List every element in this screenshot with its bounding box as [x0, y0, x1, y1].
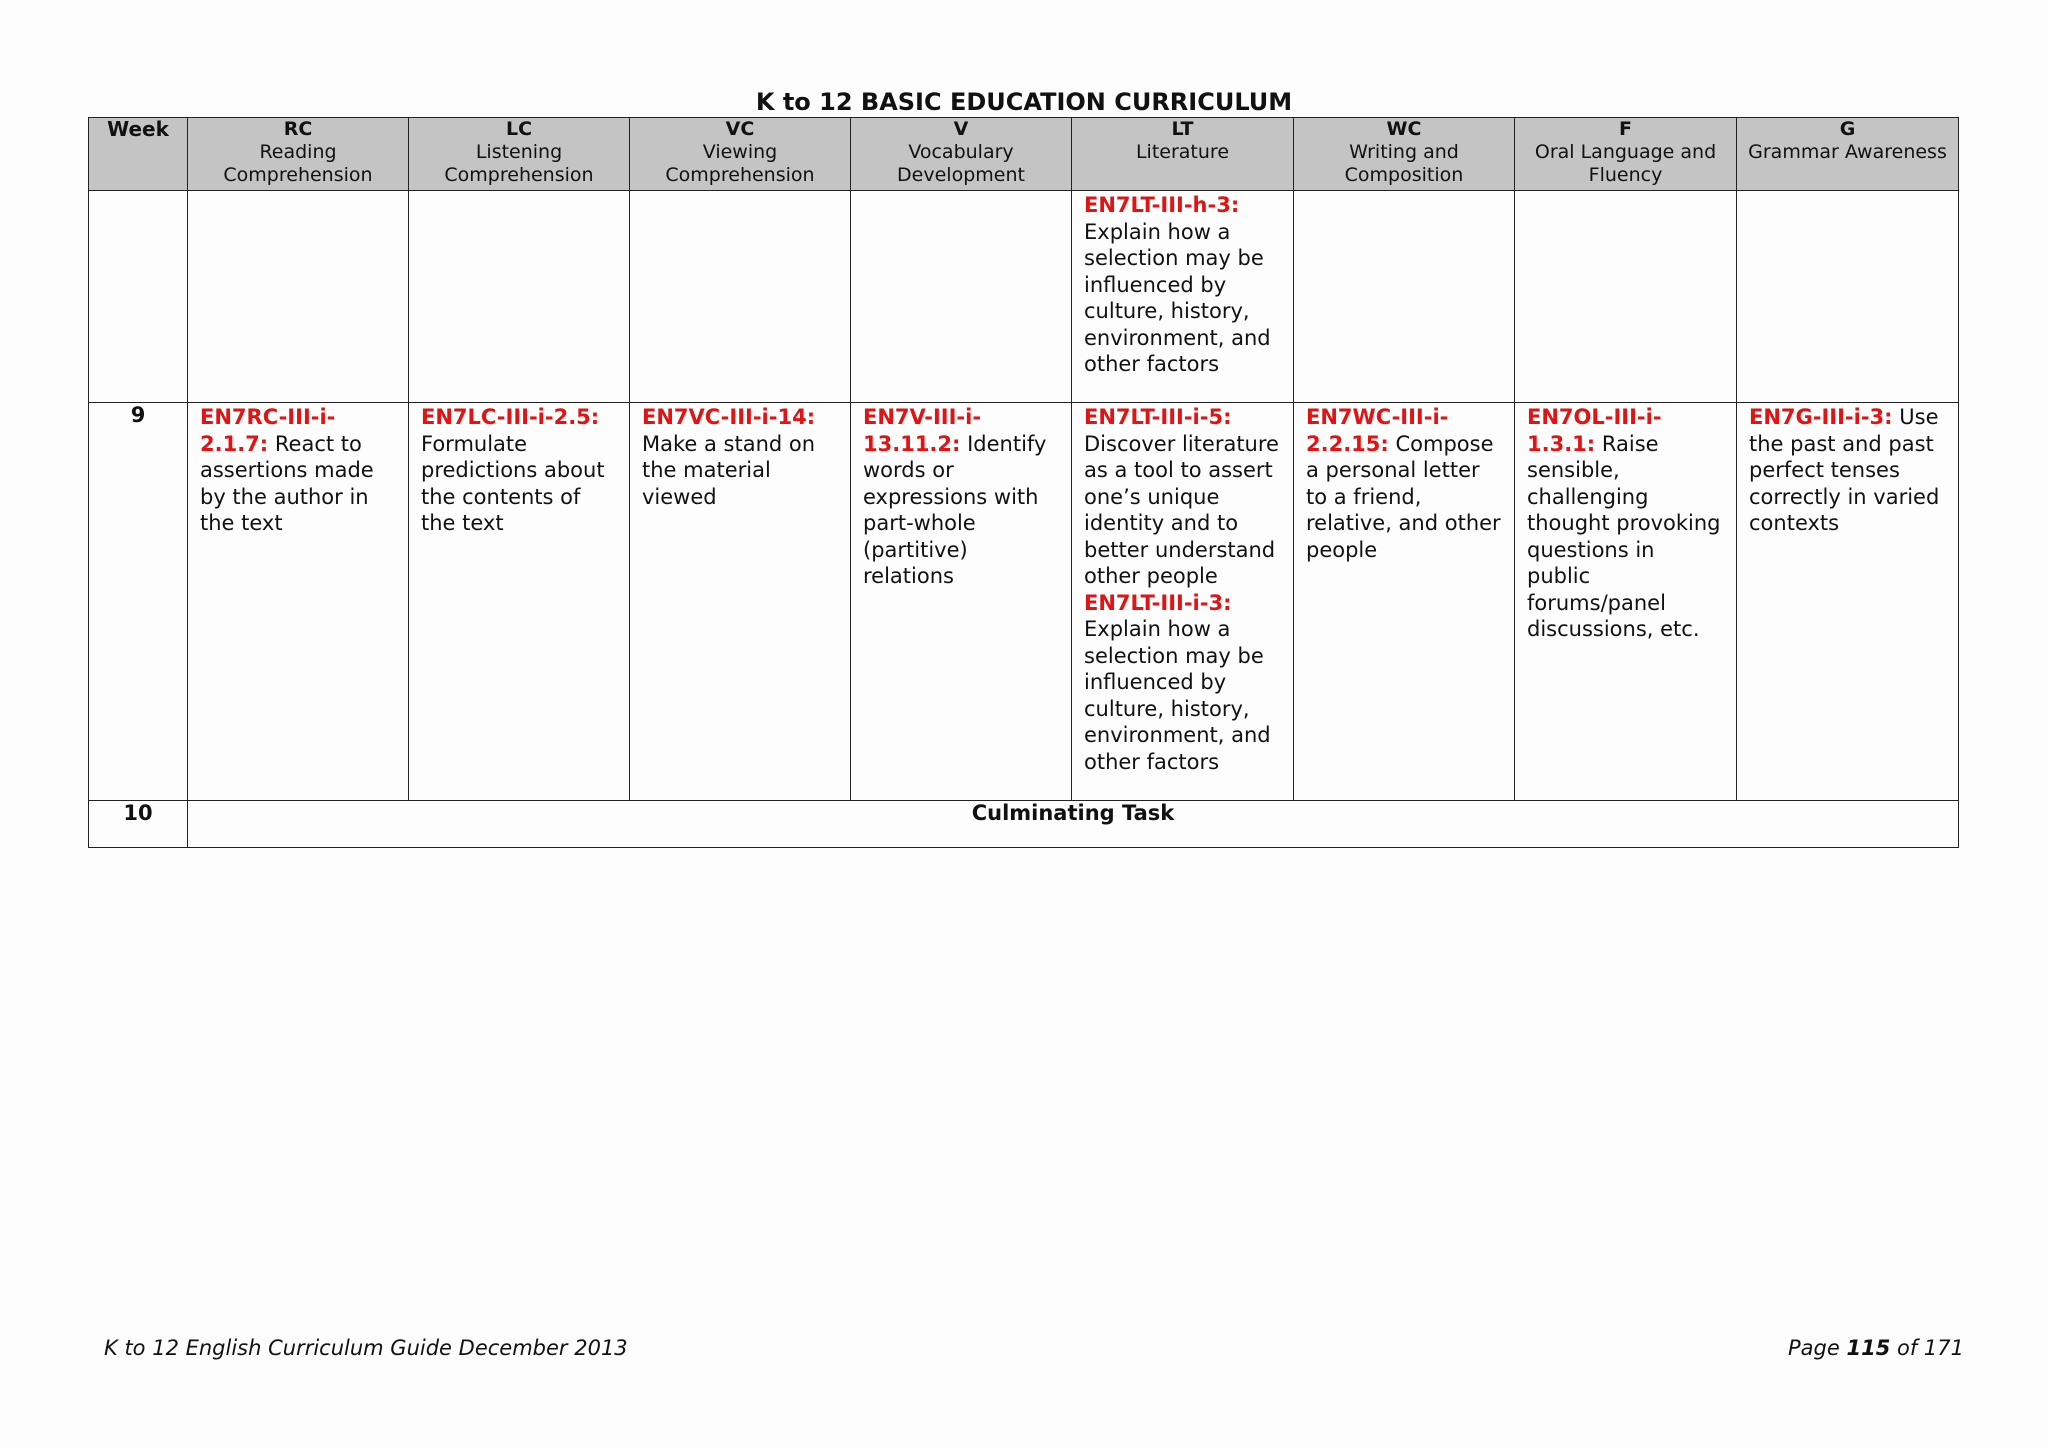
table-row-continued: [89, 191, 1959, 403]
header-code: VC: [725, 118, 755, 140]
page-suffix: of 171: [1890, 1336, 1964, 1360]
week-number: 9: [89, 403, 188, 801]
competency-text: Compose a personal letter to a friend, relative, and other people: [1306, 431, 1501, 562]
header-code: V: [953, 118, 969, 140]
cell-g: [1737, 403, 1959, 801]
cell-week-empty: [89, 191, 188, 403]
competency-code: EN7LC-III-i-2.5:: [421, 405, 600, 429]
header-code: LT: [1171, 118, 1194, 140]
header-lt: [1072, 118, 1294, 191]
header-label: Grammar Awareness: [1748, 141, 1947, 163]
header-f: [1515, 118, 1737, 191]
header-label: Viewing Comprehension: [665, 141, 815, 186]
page-title: K to 12 BASIC EDUCATION CURRICULUM: [755, 88, 1293, 116]
competency-text: Formulate predictions about the contents of the text: [421, 431, 605, 535]
cell-empty: [1294, 191, 1515, 403]
competency-text: Identify words or expressions with part-whole (partitive) relations: [863, 431, 1047, 588]
cell-lt: [1072, 403, 1294, 801]
header-label: Listening Comprehension: [444, 141, 594, 186]
header-label: Literature: [1135, 141, 1230, 163]
header-week: Week: [89, 118, 188, 191]
competency-code: EN7WC-III-i-2.2.15:: [1306, 405, 1449, 456]
cell-lc: [409, 403, 630, 801]
competency-code: EN7LT-III-h-3:: [1084, 193, 1240, 217]
current-page: 115: [1846, 1336, 1891, 1360]
cell-empty: [1737, 191, 1959, 403]
cell-wc: [1294, 403, 1515, 801]
competency-code: EN7OL-III-i-1.3.1:: [1527, 405, 1662, 456]
cell-vc: [630, 403, 851, 801]
header-label: Oral Language and Fluency: [1534, 141, 1717, 186]
header-label: Writing and Composition: [1344, 141, 1464, 186]
header-code: G: [1839, 118, 1856, 140]
header-code: WC: [1386, 118, 1422, 140]
header-vc: [630, 118, 851, 191]
header-label: Vocabulary Development: [897, 141, 1025, 186]
header-lc: [409, 118, 630, 191]
cell-rc: [188, 403, 409, 801]
competency-text: Explain how a selection may be influenced by culture, history, environment, and other factors: [1084, 617, 1271, 774]
competency-text: Make a stand on the material viewed: [642, 431, 816, 509]
footer-page-number: [1788, 1336, 1964, 1360]
competency-code: EN7V-III-i-13.11.2:: [863, 405, 982, 456]
cell-empty: [630, 191, 851, 403]
competency-code: EN7VC-III-i-14:: [642, 405, 816, 429]
week-number: 10: [89, 801, 188, 848]
table-row-week-9: [89, 403, 1959, 801]
curriculum-table: [88, 117, 1959, 848]
header-code: RC: [283, 118, 313, 140]
competency-code: EN7RC-III-i-2.1.7:: [200, 405, 336, 456]
competency-text: Use the past and past perfect tenses correctly in varied contexts: [1749, 405, 1940, 535]
table-row-week-10: [89, 801, 1959, 848]
table-header-row: [89, 118, 1959, 191]
competency-text: Discover literature as a tool to assert one’s unique identity and to better understand other people: [1084, 431, 1279, 588]
competency-text: React to assertions made by the author in the text: [200, 431, 374, 535]
header-wc: [1294, 118, 1515, 191]
competency-code: EN7LT-III-i-3:: [1084, 590, 1232, 615]
header-rc: [188, 118, 409, 191]
competency-code: EN7G-III-i-3:: [1749, 405, 1893, 429]
competency-code: EN7LT-III-i-5:: [1084, 405, 1232, 429]
competency-text: Explain how a selection may be influenced by culture, history, environment, and other factors: [1084, 219, 1271, 376]
header-v: [851, 118, 1072, 191]
competency-text: Raise sensible, challenging thought provoking questions in public forums/panel discussions, etc.: [1527, 431, 1721, 641]
cell-empty: [409, 191, 630, 403]
page-prefix: Page: [1788, 1336, 1847, 1360]
culminating-task: Culminating Task: [188, 801, 1959, 848]
cell-v: [851, 403, 1072, 801]
header-label: Reading Comprehension: [223, 141, 373, 186]
cell-f: [1515, 403, 1737, 801]
header-code: F: [1619, 118, 1632, 140]
header-code: LC: [505, 118, 533, 140]
cell-lt: [1072, 191, 1294, 403]
cell-empty: [188, 191, 409, 403]
cell-empty: [1515, 191, 1737, 403]
footer-guide-title: K to 12 English Curriculum Guide December 2013: [104, 1336, 628, 1360]
cell-empty: [851, 191, 1072, 403]
header-g: [1737, 118, 1959, 191]
